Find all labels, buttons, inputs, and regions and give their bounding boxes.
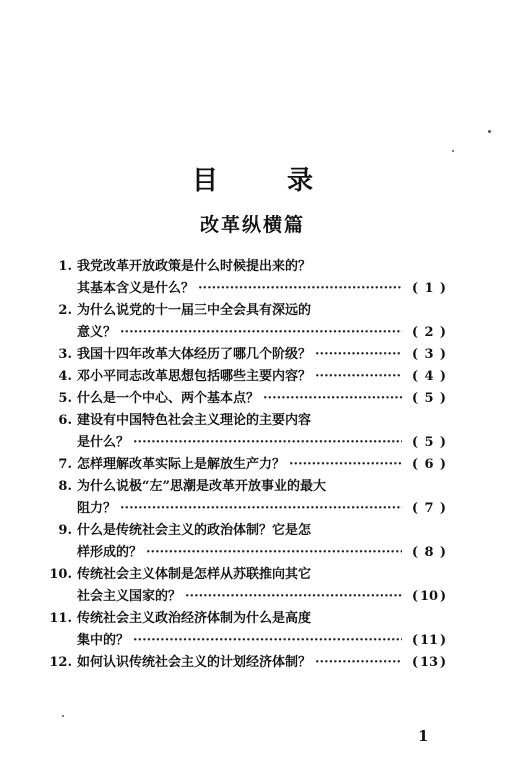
toc-entry-last-line bbox=[77, 498, 452, 520]
close-paren: ) bbox=[439, 369, 447, 384]
scan-speck bbox=[488, 130, 491, 133]
toc-entry-number: 10. bbox=[49, 567, 72, 582]
toc-page-ref bbox=[406, 344, 452, 366]
toc-entry bbox=[42, 388, 452, 410]
open-paren: ( bbox=[411, 281, 419, 296]
toc-entry-text: 什么是传统社会主义的政治体制？它是怎 bbox=[77, 523, 312, 538]
toc-entry bbox=[42, 410, 452, 454]
toc-entry-last-line bbox=[77, 388, 452, 410]
toc-entry-text: 是什么？ bbox=[77, 435, 130, 450]
table-of-contents bbox=[42, 256, 452, 674]
toc-entry-last-line bbox=[77, 652, 452, 674]
dot-leader bbox=[315, 344, 402, 366]
toc-page-number: 11 bbox=[419, 633, 439, 648]
toc-entry-last-line bbox=[77, 366, 452, 388]
open-paren: ( bbox=[411, 501, 419, 516]
toc-page-ref bbox=[406, 652, 452, 674]
toc-page-number: 2 bbox=[424, 325, 434, 340]
open-paren: ( bbox=[411, 325, 419, 340]
toc-page-number: 10 bbox=[419, 589, 439, 604]
toc-entry bbox=[42, 300, 452, 344]
close-paren: ) bbox=[439, 347, 447, 362]
toc-entry-text: 如何认识传统社会主义的计划经济体制？ bbox=[77, 655, 312, 670]
dot-leader bbox=[263, 388, 402, 410]
toc-page-ref bbox=[406, 388, 452, 410]
dot-leader bbox=[315, 366, 402, 388]
toc-entry-number: 1. bbox=[58, 259, 72, 274]
toc-entry-text: 为什么说党的十一届三中全会具有深远的 bbox=[77, 303, 312, 318]
toc-page-ref bbox=[406, 278, 452, 300]
open-paren: ( bbox=[411, 545, 419, 560]
toc-entry-text: 传统社会主义体制是怎样从苏联推向其它 bbox=[77, 567, 312, 582]
toc-entry bbox=[42, 520, 452, 564]
toc-entry bbox=[42, 608, 452, 652]
toc-entry-last-line bbox=[77, 454, 452, 476]
toc-entry-text: 邓小平同志改革思想包括哪些主要内容？ bbox=[77, 369, 312, 384]
dot-leader bbox=[146, 542, 402, 564]
toc-entry-number: 2. bbox=[58, 303, 72, 318]
toc-entry bbox=[42, 476, 452, 520]
close-paren: ) bbox=[439, 501, 447, 516]
dot-leader bbox=[133, 630, 402, 652]
toc-entry-last-line bbox=[77, 630, 452, 652]
toc-page-number: 4 bbox=[424, 369, 434, 384]
toc-entry bbox=[42, 564, 452, 608]
dot-leader bbox=[289, 454, 402, 476]
toc-entry bbox=[42, 366, 452, 388]
toc-page-ref bbox=[406, 322, 452, 344]
toc-page-ref bbox=[406, 498, 452, 520]
toc-entry-number: 12. bbox=[49, 655, 72, 670]
dot-leader bbox=[198, 278, 402, 300]
toc-page-number: 5 bbox=[424, 391, 434, 406]
open-paren: ( bbox=[411, 633, 419, 648]
toc-entry-last-line bbox=[77, 586, 452, 608]
toc-page-ref bbox=[406, 586, 452, 608]
toc-entry-number: 11. bbox=[49, 611, 72, 626]
open-paren: ( bbox=[411, 391, 419, 406]
toc-entry-number: 9. bbox=[58, 523, 72, 538]
dot-leader bbox=[315, 652, 402, 674]
toc-entry-last-line bbox=[77, 542, 452, 564]
toc-entry bbox=[42, 454, 452, 476]
toc-entry-text: 我党改革开放政策是什么时候提出来的？ bbox=[77, 259, 312, 274]
toc-page-ref bbox=[406, 454, 452, 476]
toc-entry-number: 7. bbox=[58, 457, 72, 472]
toc-entry-number: 5. bbox=[58, 391, 72, 406]
dot-leader bbox=[120, 498, 402, 520]
toc-entry-text: 我国十四年改革大体经历了哪几个阶级？ bbox=[77, 347, 312, 362]
open-paren: ( bbox=[411, 655, 419, 670]
scan-speck bbox=[62, 715, 64, 717]
close-paren: ) bbox=[439, 589, 447, 604]
toc-entry-last-line bbox=[77, 278, 452, 300]
close-paren: ) bbox=[439, 391, 447, 406]
toc-page-number: 7 bbox=[424, 501, 434, 516]
toc-entry-text: 为什么说极“左”思潮是改革开放事业的最大 bbox=[77, 479, 326, 494]
open-paren: ( bbox=[411, 589, 419, 604]
toc-entry-last-line bbox=[77, 432, 452, 454]
page-title: 目 录 bbox=[191, 166, 344, 196]
toc-page-ref bbox=[406, 542, 452, 564]
dot-leader bbox=[120, 322, 402, 344]
close-paren: ) bbox=[439, 633, 447, 648]
toc-entry bbox=[42, 344, 452, 366]
dot-leader bbox=[133, 432, 402, 454]
toc-page-ref bbox=[406, 366, 452, 388]
toc-entry-number: 4. bbox=[58, 369, 72, 384]
open-paren: ( bbox=[411, 457, 419, 472]
toc-page-number: 5 bbox=[424, 435, 434, 450]
close-paren: ) bbox=[439, 435, 447, 450]
close-paren: ) bbox=[439, 545, 447, 560]
close-paren: ) bbox=[439, 281, 447, 296]
toc-entry-text: 样形成的？ bbox=[77, 545, 143, 560]
toc-entry-last-line bbox=[77, 344, 452, 366]
toc-entry-last-line bbox=[77, 322, 452, 344]
toc-page-number: 8 bbox=[424, 545, 434, 560]
scan-speck bbox=[452, 150, 454, 152]
toc-entry-text: 阻力？ bbox=[77, 501, 117, 516]
section-title: 改革纵横篇 bbox=[199, 214, 305, 236]
page-number: 1 bbox=[418, 727, 429, 745]
toc-page-ref bbox=[406, 630, 452, 652]
open-paren: ( bbox=[411, 435, 419, 450]
toc-entry-text: 集中的？ bbox=[77, 633, 130, 648]
open-paren: ( bbox=[411, 347, 419, 362]
toc-entry-text: 建设有中国特色社会主义理论的主要内容 bbox=[77, 413, 312, 428]
toc-entry-text: 意义？ bbox=[77, 325, 117, 340]
toc-entry-number: 6. bbox=[58, 413, 72, 428]
close-paren: ) bbox=[439, 457, 447, 472]
close-paren: ) bbox=[439, 655, 447, 670]
toc-entry-text: 社会主义国家的？ bbox=[77, 589, 182, 604]
toc-entry-text: 传统社会主义政治经济体制为什么是高度 bbox=[77, 611, 312, 626]
toc-entry-text: 怎样理解改革实际上是解放生产力？ bbox=[77, 457, 286, 472]
dot-leader bbox=[185, 586, 402, 608]
toc-entry-number: 3. bbox=[58, 347, 72, 362]
toc-page-number: 1 bbox=[424, 281, 434, 296]
toc-entry bbox=[42, 652, 452, 674]
toc-page-number: 6 bbox=[424, 457, 434, 472]
toc-entry bbox=[42, 256, 452, 300]
open-paren: ( bbox=[411, 369, 419, 384]
toc-entry-text: 什么是一个中心、两个基本点？ bbox=[77, 391, 260, 406]
toc-page-number: 3 bbox=[424, 347, 434, 362]
toc-page-ref bbox=[406, 432, 452, 454]
close-paren: ) bbox=[439, 325, 447, 340]
toc-entry-number: 8. bbox=[58, 479, 72, 494]
toc-page-number: 13 bbox=[419, 655, 439, 670]
toc-entry-text: 其基本含义是什么？ bbox=[77, 281, 195, 296]
